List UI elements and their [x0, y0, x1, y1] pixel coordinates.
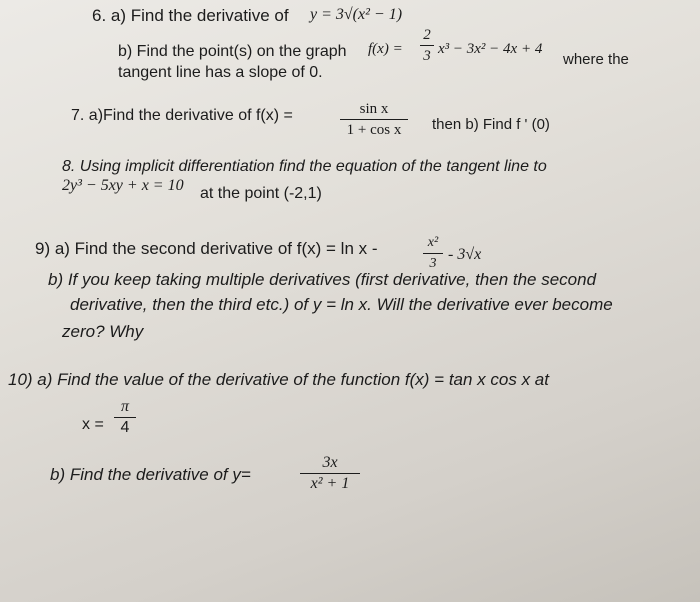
q10-x-fraction: [114, 398, 136, 437]
fraction-bar: [420, 45, 434, 46]
q10-x-numerator: π: [120, 398, 129, 415]
q9-b-line2: derivative, then the third etc.) of y = ln x. Will the derivative ever become: [70, 295, 613, 314]
q9-a-prefix: 9) a) Find the second derivative of f(x) = ln x -: [35, 239, 378, 258]
q9-a-rest: - 3√x: [448, 246, 482, 263]
q8-equation: 2y³ − 5xy + x = 10: [62, 177, 184, 194]
q6-b-prefix: b) Find the point(s) on the graph: [118, 43, 347, 60]
fraction-bar: [300, 473, 360, 474]
q10-x-equals: x =: [82, 416, 104, 433]
q7-fraction-numerator: sin x: [359, 101, 389, 117]
q7-prefix: 7. a)Find the derivative of f(x) =: [71, 107, 293, 124]
fraction-bar: [340, 119, 408, 120]
q10-b-numerator: 3x: [322, 454, 338, 471]
q6-b-where: where the: [563, 51, 629, 68]
q10-b-denominator: x² + 1: [310, 475, 350, 492]
q6-a-prefix: 6. a) Find the derivative of: [92, 6, 289, 25]
q6-b-fraction: [420, 26, 434, 65]
q6-b-fraction-numerator: 2: [423, 27, 431, 43]
q7-fraction: [340, 100, 408, 139]
q9-a-fraction-denominator: 3: [429, 256, 437, 271]
q6-b-function: f(x) =: [368, 41, 403, 57]
q6-b-polynomial: x³ − 3x² − 4x + 4: [438, 41, 543, 57]
q6-b-line2: tangent line has a slope of 0.: [118, 64, 323, 81]
fraction-bar: [423, 253, 443, 254]
q10-b-prefix: b) Find the derivative of y=: [50, 465, 251, 484]
fraction-bar: [114, 417, 136, 418]
q10-b-fraction: [300, 454, 360, 493]
q9-a-fraction: [423, 234, 443, 273]
q7-fraction-denominator: 1 + cos x: [346, 122, 402, 138]
q6-a-expression: y = 3√(x² − 1): [310, 6, 403, 23]
q10-x-denominator: 4: [120, 419, 130, 436]
q9-a-fraction-numerator: x²: [427, 235, 439, 250]
q6-b-fraction-denominator: 3: [423, 48, 431, 64]
q8-at-point: at the point (-2,1): [200, 185, 322, 202]
q8-line1: 8. Using implicit differentiation find the equation of the tangent line to: [62, 158, 547, 175]
q7-then: then b) Find f ' (0): [432, 116, 550, 133]
q9-b-line1: b) If you keep taking multiple derivatives (first derivative, then the second: [48, 270, 597, 289]
q9-b-line3: zero? Why: [62, 322, 144, 341]
q10-a-line: 10) a) Find the value of the derivative of the function f(x) = tan x cos x at: [8, 370, 549, 389]
